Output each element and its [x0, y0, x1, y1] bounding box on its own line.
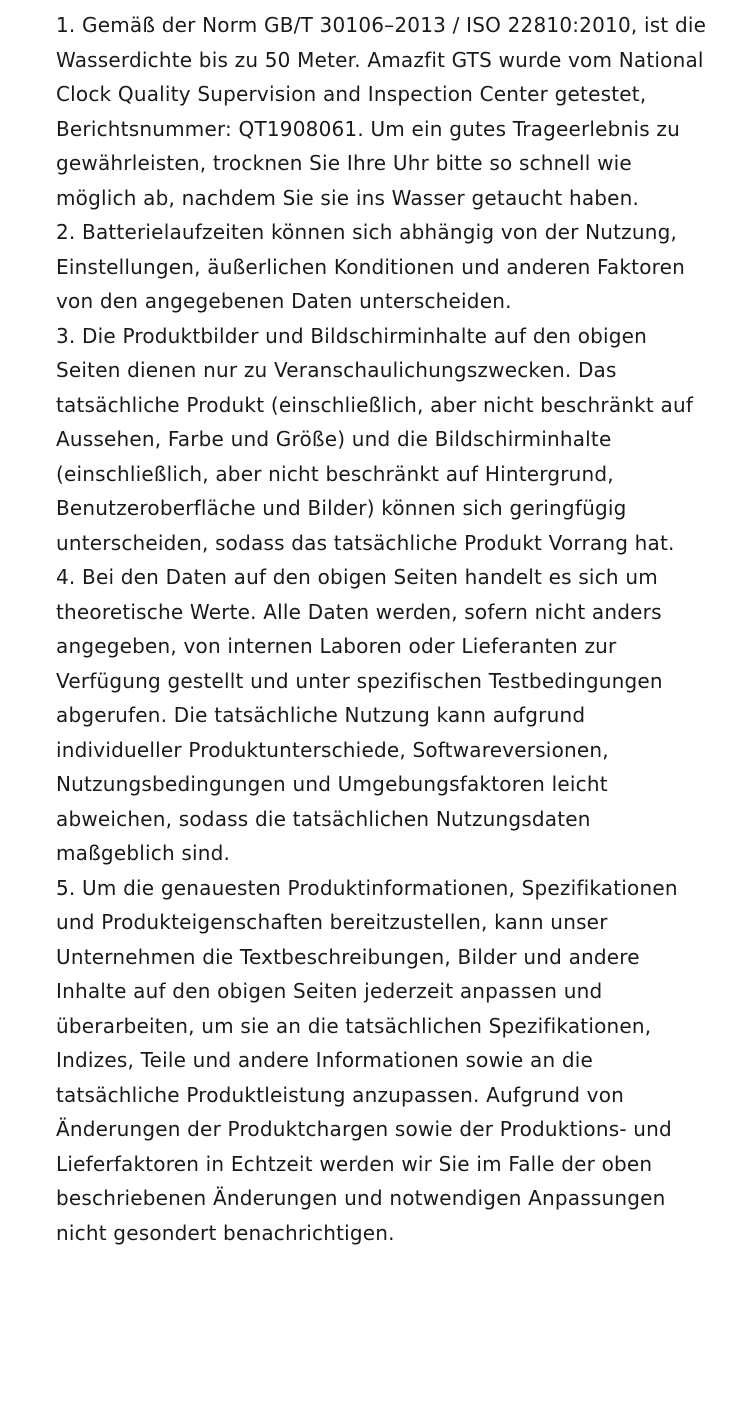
- note-theoretical-values: 4. Bei den Daten auf den obigen Seiten handelt es sich um theoretische Werte. Alle Daten werden, sofern nicht anders angegeben, von internen Laboren oder Lieferanten zur Verfügung gestellt und unter spezifischen Testbedingungen abgerufen. Die tatsächliche Nutzung kann aufgrund individueller Produktunterschiede, Softwareversionen, Nutzungsbedingungen und Umgebungsfaktoren leicht abweichen, sodass die tatsächlichen Nutzungsdaten maßgeblich sind.: [56, 565, 663, 865]
- note-battery-life: 2. Batterielaufzeiten können sich abhängig von der Nutzung, Einstellungen, äußerlichen Konditionen und anderen Faktoren von den angegebenen Daten unterscheiden.: [56, 220, 686, 313]
- note-waterproof: 1. Gemäß der Norm GB/T 30106–2013 / ISO 22810:2010, ist die Wasserdichte bis zu 50 Meter. Amazfit GTS wurde vom National Clock Quality Supervision and Inspection Center getestet, Berichtsnummer: QT1908061. Um ein gutes Trageerlebnis zu gewährleisten, trocknen Sie Ihre Uhr bitte so schnell wie möglich ab, nachdem Sie sie ins Wasser getaucht haben.: [56, 13, 707, 210]
- note-product-images: 3. Die Produktbilder und Bildschirminhalte auf den obigen Seiten dienen nur zu Veranschaulichungszwecken. Das tatsächliche Produkt (einschließlich, aber nicht beschränkt auf Aussehen, Farbe und Größe) und die Bildschirminhalte (einschließlich, aber nicht beschränkt auf Hintergrund, Benutzeroberfläche und Bilder) können sich geringfügig unterscheiden, sodass das tatsächliche Produkt Vorrang hat.: [56, 323, 694, 555]
- note-content-changes: 5. Um die genauesten Produktinformationen, Spezifikationen und Produkteigenschaften bereitzustellen, kann unser Unternehmen die Textbeschreibungen, Bilder und andere Inhalte auf den obigen Seiten jederzeit anpassen und überarbeiten, um sie an die tatsächlichen Spezifikationen, Indizes, Teile und andere Informationen sowie an die tatsächliche Produktleistung anzupassen. Aufgrund von Änderungen der Produktchargen sowie der Produktions- und Lieferfaktoren in Echtzeit werden wir Sie im Falle der oben beschriebenen Änderungen und notwendigen Anpassungen nicht gesondert benachrichtigen.: [56, 875, 678, 1245]
